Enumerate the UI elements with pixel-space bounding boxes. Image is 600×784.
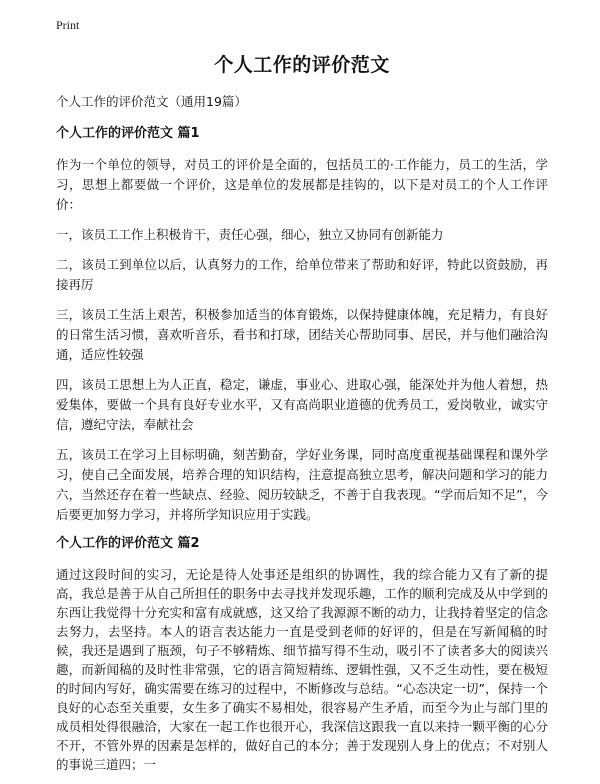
paragraph: 通过这段时间的实习，无论是待人处事还是组织的协调性，我的综合能力又有了新的提高，我总是善于从自己所担任的职务中去寻找并发现乐趣，工作的顺利完成及从中学到的东西让我觉得十分充实和富有成就感，这又给了我源源不断的动力，让我持着坚定的信念去努力，去坚持。本人的语言表达能力一直是受到老师的好评的，但是在写新闻稿的时候，我还是遇到了瓶颈，句子不够精炼、细节描写得不生动，吸引不了读者多大的阅读兴趣，而新闻稿的及时性非常强，它的语言简短精练、逻辑性强，又不乏生动性，要在极短的时间内写好，确实需要在练习的过程中，不断修改与总结。“心态决定一切”，保持一个良好的心态至关重要，女生多了确实不易相处，很容易产生矛盾，而至今为止与部门里的成员相处得很融洽，大家在一起工作也很开心，我深信这跟我一直以来持一颗平衡的心分不开，不管外界的因素是怎样的，做好自己的本分；善于发现别人身上的优点；不对别人的事说三道四；一 bbox=[56, 567, 548, 772]
document-page bbox=[56, 50, 548, 784]
document-subtitle: 个人工作的评价范文（通用19篇） bbox=[56, 94, 247, 109]
paragraph: 作为一个单位的领导，对员工的评价是全面的，包括员工的·工作能力，员工的生活，学习，思想上都要做一个评价，这是单位的发展都是挂钩的，以下是对员工的个人工作评价： bbox=[56, 157, 548, 212]
section-1 bbox=[56, 125, 548, 525]
paragraph: 一，该员工工作上积极肯干，责任心强，细心，独立又协同有创新能力 bbox=[56, 227, 444, 242]
section-heading: 个人工作的评价范文 篇2 bbox=[56, 536, 200, 551]
paragraph: 三，该员工生活上艰苦，积极参加适当的体育锻炼，以保持健康体魄，充足精力，有良好的日常生活习惯，喜欢听音乐，看书和打球，团结关心帮助同事、居民，并与他们融洽沟通，适应性较强 bbox=[56, 307, 548, 362]
paragraph: 五，该员工在学习上目标明确，刻苦勤奋，学好业务课，同时高度重视基础课程和课外学习，使自己全面发展，培养合理的知识结构，注意提高独立思考，解决问题和学习的能力 六，当然还存在着一些缺点、经验、阅历较缺乏，不善于自我表现。“学而后知不足”，今后要更加努力学习，并将所学知识应用于实践。 bbox=[56, 447, 548, 522]
section-heading: 个人工作的评价范文 篇1 bbox=[56, 126, 200, 141]
document-title: 个人工作的评价范文 bbox=[214, 54, 390, 76]
print-label[interactable]: Print bbox=[56, 18, 80, 32]
section-2 bbox=[56, 535, 548, 774]
paragraph: 二，该员工到单位以后，认真努力的工作，给单位带来了帮助和好评，特此以资鼓励，再接再厉 bbox=[56, 257, 548, 292]
paragraph: 四，该员工思想上为人正直，稳定，谦虚，事业心、进取心强，能深处并为他人着想，热爱集体，要做一个具有良好专业水平，又有高尚职业道德的优秀员工，爱岗敬业，诚实守信，遵纪守法，奉献社会 bbox=[56, 377, 548, 432]
